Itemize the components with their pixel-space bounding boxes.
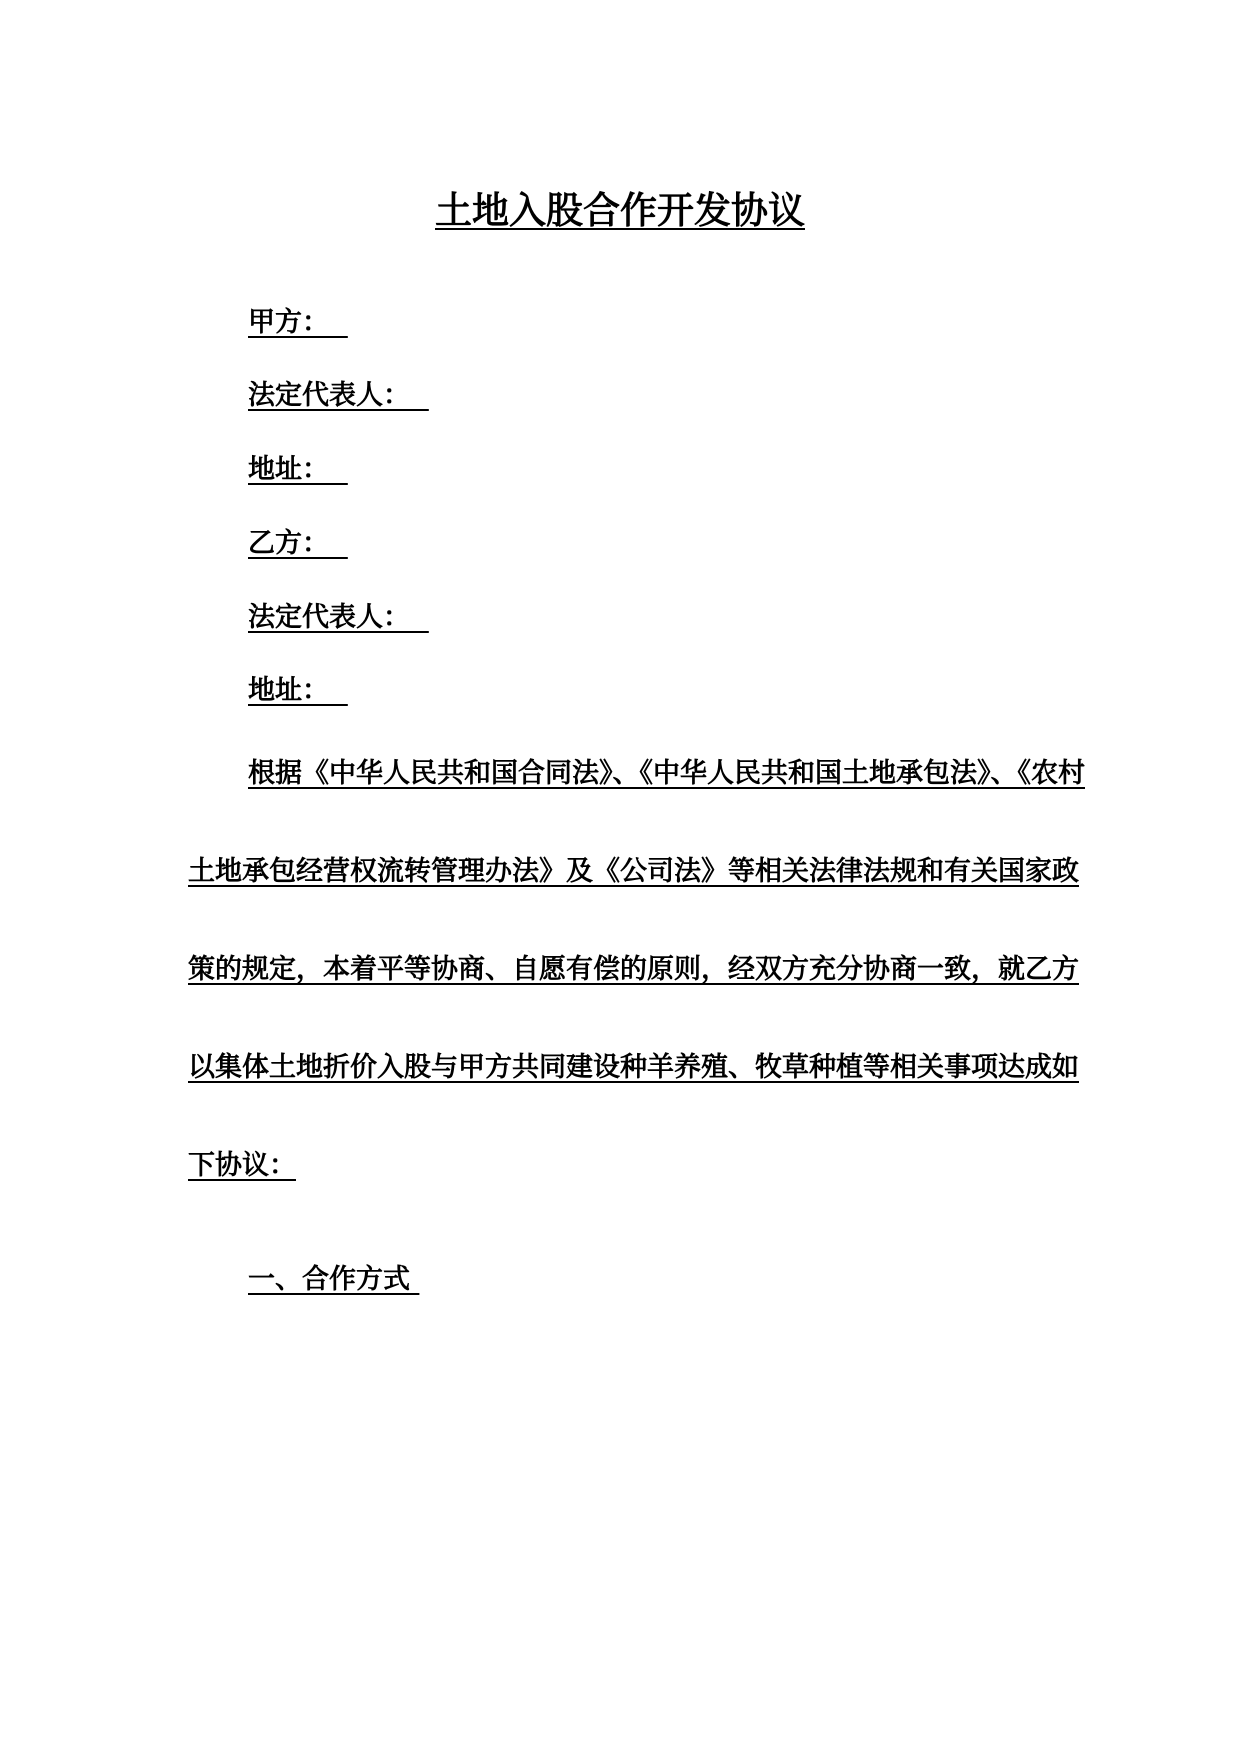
party-b-representative-label: 法定代表人： (248, 602, 410, 633)
party-b-line (248, 524, 348, 564)
party-b-representative-line (248, 598, 429, 638)
document-title (0, 186, 1240, 236)
party-a-address-line (248, 450, 348, 490)
party-a-representative-line (248, 376, 429, 416)
preamble-text: 根据《中华人民共和国合同法》、《中华人民共和国土地承包法》、《农村土地承包经营权流转管理办法》及《公司法》等相关法律法规和有关国家政策的规定，本着平等协商、自愿有偿的原则，经双方充分协商一致，就乙方以集体土地折价入股与甲方共同建设种羊养殖、牧草种植等相关事项达成如下协议： (188, 758, 1085, 1181)
party-a-address-label: 地址： (248, 454, 329, 485)
section-1-heading-text: 一、合作方式 (248, 1264, 410, 1295)
party-b-address-line (248, 671, 348, 711)
party-a-label: 甲方： (248, 307, 329, 338)
party-a-representative-label: 法定代表人： (248, 380, 410, 411)
party-a-line (248, 303, 348, 343)
preamble-paragraph (188, 725, 1088, 1215)
party-b-address-label: 地址： (248, 675, 329, 706)
section-1-heading (248, 1260, 419, 1300)
party-b-label: 乙方： (248, 528, 329, 559)
document-title-text: 土地入股合作开发协议 (435, 189, 805, 232)
